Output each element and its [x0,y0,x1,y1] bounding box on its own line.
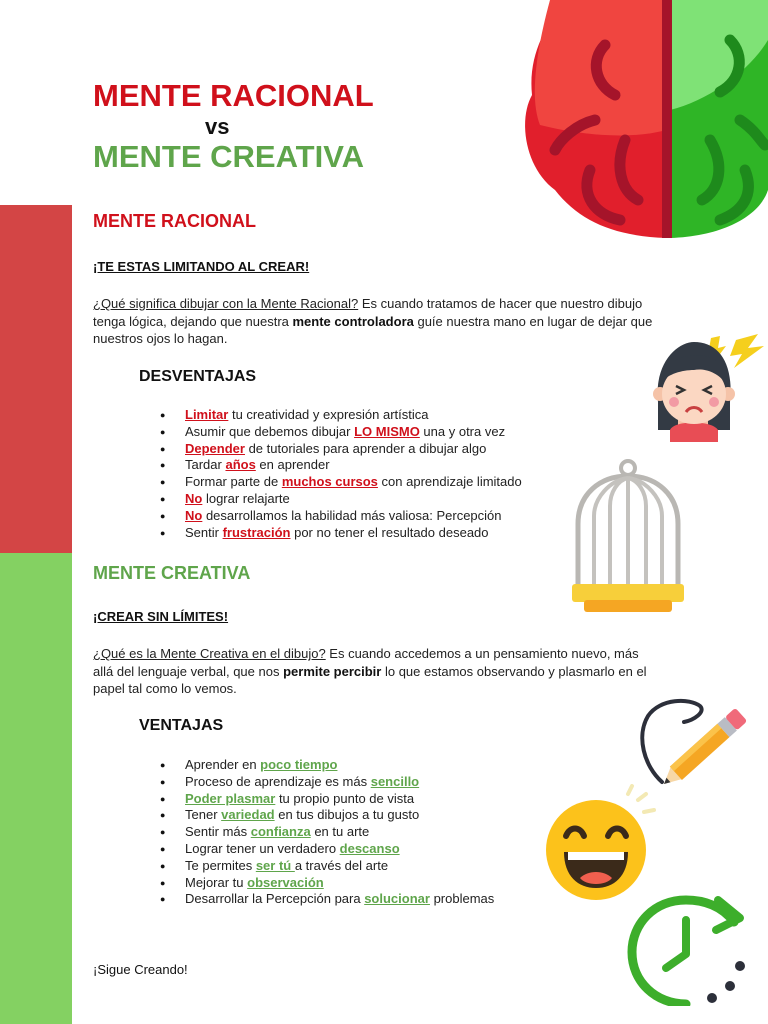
item-text: Tener [185,807,222,823]
item-text: con aprendizaje limitado [377,474,522,490]
item-text: Desarrollar la Percepción para [185,891,365,907]
item-highlight: No [185,507,203,523]
item-highlight: descanso [339,840,400,856]
list-item [160,424,522,441]
item-highlight: Poder plasmar [185,790,276,806]
question-creativa: ¿Qué es la Mente Creativa en el dibujo? [93,646,326,661]
list-item [160,525,522,542]
title-vs: vs [205,114,230,139]
item-highlight: solucionar [364,891,430,907]
intro-creativa-part1: Es cuando accedemos a un pensamiento nuevo, más allá del lenguaje verbal, que nos [93,646,639,679]
item-text: por no tener el resultado deseado [290,524,489,540]
item-highlight: Depender [185,440,245,456]
item-text: Te permites [185,857,256,873]
pencil-icon [634,696,754,792]
list-item [160,807,494,824]
item-highlight: observación [247,874,324,890]
item-text: Aprender en [185,757,261,772]
item-highlight: frustración [222,524,291,540]
paragraph-creativa [93,645,653,698]
item-text: en tu arte [310,824,370,840]
clock-icon [626,894,750,1006]
intro-creativa-bold: permite percibir [283,663,382,679]
item-highlight: años [225,457,256,473]
list-item [160,841,494,858]
item-text: tu propio punto de vista [275,790,415,806]
item-text: Lograr tener un verdadero [185,840,340,856]
item-text: en tus dibujos a tu gusto [274,807,420,823]
item-text: a través del arte [294,857,389,873]
item-text: Formar parte de [185,474,282,490]
list-item [160,508,522,525]
section-heading-racional: MENTE RACIONAL [93,211,256,231]
list-item [160,875,494,892]
list-item [160,474,522,491]
item-highlight: muchos cursos [281,474,378,490]
item-text: Mejorar tu [185,874,248,890]
list-item [160,407,522,424]
side-bar-green [0,553,72,1024]
item-text: en aprender [255,457,330,473]
item-text: Sentir más [185,824,251,840]
list-item [160,774,494,791]
list-item [160,791,494,808]
title-mente-racional: MENTE RACIONAL [93,78,374,113]
item-text: desarrollamos la habilidad más valiosa: Percepción [202,507,502,523]
desventajas-list [160,407,522,541]
list-item [160,858,494,875]
ventajas-list [160,757,494,908]
closing-text: ¡Sigue Creando! [93,962,188,977]
item-text: Asumir que debemos dibujar [185,423,355,439]
item-highlight: sencillo [370,773,420,789]
item-highlight: Limitar [185,407,229,422]
list-item [160,757,494,774]
item-text: Tardar [185,457,226,473]
item-text: Sentir [185,524,223,540]
item-highlight: No [185,490,203,506]
birdcage-icon [570,458,686,616]
list-item [160,824,494,841]
item-highlight: confianza [250,824,311,840]
item-highlight: variedad [221,807,275,823]
subtitle-creativa: ¡CREAR SIN LÍMITES! [93,609,229,624]
ventajas-heading: VENTAJAS [139,717,224,734]
intro-racional-bold: mente controladora [292,313,414,329]
item-text: una y otra vez [419,423,506,439]
item-text: problemas [429,891,495,907]
item-text: Proceso de aprendizaje es más [185,773,371,789]
intro-racional-part2: guíe nuestra mano en lugar de dejar que nuestros ojos lo hagan. [93,313,653,346]
title-mente-creativa: MENTE CREATIVA [93,139,364,174]
intro-creativa-part2: lo que estamos observando y plasmarlo en el papel tal como lo vemos. [93,663,647,696]
list-item [160,891,494,908]
desventajas-heading: DESVENTAJAS [139,368,257,385]
list-item [160,441,522,458]
item-text: lograr relajarte [202,490,290,506]
list-item [160,457,522,474]
item-highlight: ser tú [255,857,295,873]
side-bar-red [0,205,72,553]
question-racional: ¿Qué significa dibujar con la Mente Racional? [93,296,359,311]
laughing-emoji-icon [540,784,666,904]
item-text: tu creatividad y expresión artística [228,407,429,422]
intro-racional-part1: Es cuando tratamos de hacer que nuestro dibujo tenga lógica, dejando que nuestra [93,296,643,329]
paragraph-racional [93,295,653,348]
item-text: de tutoriales para aprender a dibujar algo [244,440,487,456]
list-item [160,491,522,508]
item-highlight: poco tiempo [260,757,338,772]
item-highlight: LO MISMO [354,423,420,439]
brain-illustration [520,0,768,238]
section-heading-creativa: MENTE CREATIVA [93,563,251,583]
stressed-girl-icon [648,332,766,442]
subtitle-racional: ¡TE ESTAS LIMITANDO AL CREAR! [93,259,310,274]
